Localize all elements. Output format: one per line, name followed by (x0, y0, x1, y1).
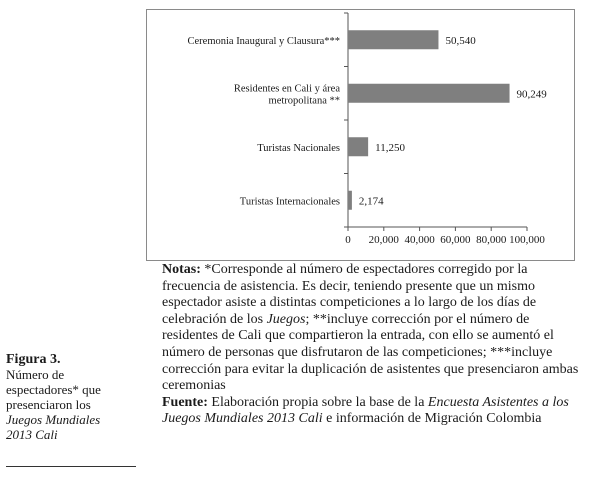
figure-notes (162, 262, 582, 428)
caption-line: presenciaron los (6, 397, 91, 412)
notes-text: ; **incluye corrección por el número de residentes de Cali que compartieron la entrada, con ello se aumentó el número de personas que disfrutaron de las competiciones; ***incluye corrección para evitar la duplicación de asistentes que presenciaron ambas ceremonias (162, 311, 579, 394)
source-text: Elaboración propia sobre la base de la (207, 394, 428, 410)
figure-label: Figura 3. (6, 352, 61, 367)
notes-italic: Juegos (266, 311, 306, 327)
category-label: Turistas Nacionales (257, 142, 340, 154)
notes-label: Notas: (162, 262, 201, 277)
bar (348, 30, 438, 49)
notes-text: *Corresponde al número de espectadores corregido por la frecuencia de asistencia. Es decir, teniendo presente que un mismo espectador asiste a distintas competiciones a lo largo de los días de celebración de los (162, 262, 537, 327)
x-tick-label: 20,000 (368, 234, 399, 246)
x-tick-label: 0 (345, 234, 351, 246)
source-italic: Encuesta Asistentes a los Juegos Mundiales 2013 Cali (162, 394, 569, 427)
bar-value-label: 11,250 (375, 141, 405, 154)
bar-chart (146, 9, 575, 261)
category-label: Turistas Internacionales (239, 196, 340, 208)
figure-caption (6, 352, 138, 442)
caption-line: Número de (6, 367, 65, 382)
source-label: Fuente: (162, 394, 208, 410)
category-label: Residentes en Cali y área (233, 83, 340, 95)
category-label: Ceremonia Inaugural y Clausura*** (187, 35, 340, 47)
bar (348, 191, 352, 210)
x-tick-label: 60,000 (440, 234, 471, 246)
bar (348, 137, 368, 156)
bar-value-label: 50,540 (445, 34, 476, 47)
caption-line: espectadores* que (6, 382, 101, 397)
x-tick-label: 80,000 (476, 234, 507, 246)
caption-line: 2013 Cali (6, 427, 58, 442)
bar-value-label: 90,249 (516, 88, 547, 101)
bar-value-label: 2,174 (358, 195, 384, 208)
bar (348, 84, 510, 103)
category-label: metropolitana ** (268, 95, 340, 107)
x-tick-label: 40,000 (404, 234, 435, 246)
caption-divider (6, 466, 136, 467)
caption-line: Juegos Mundiales (6, 412, 101, 427)
source-text: e información de Migración Colombia (322, 411, 542, 427)
x-tick-label: 100,000 (509, 234, 545, 246)
